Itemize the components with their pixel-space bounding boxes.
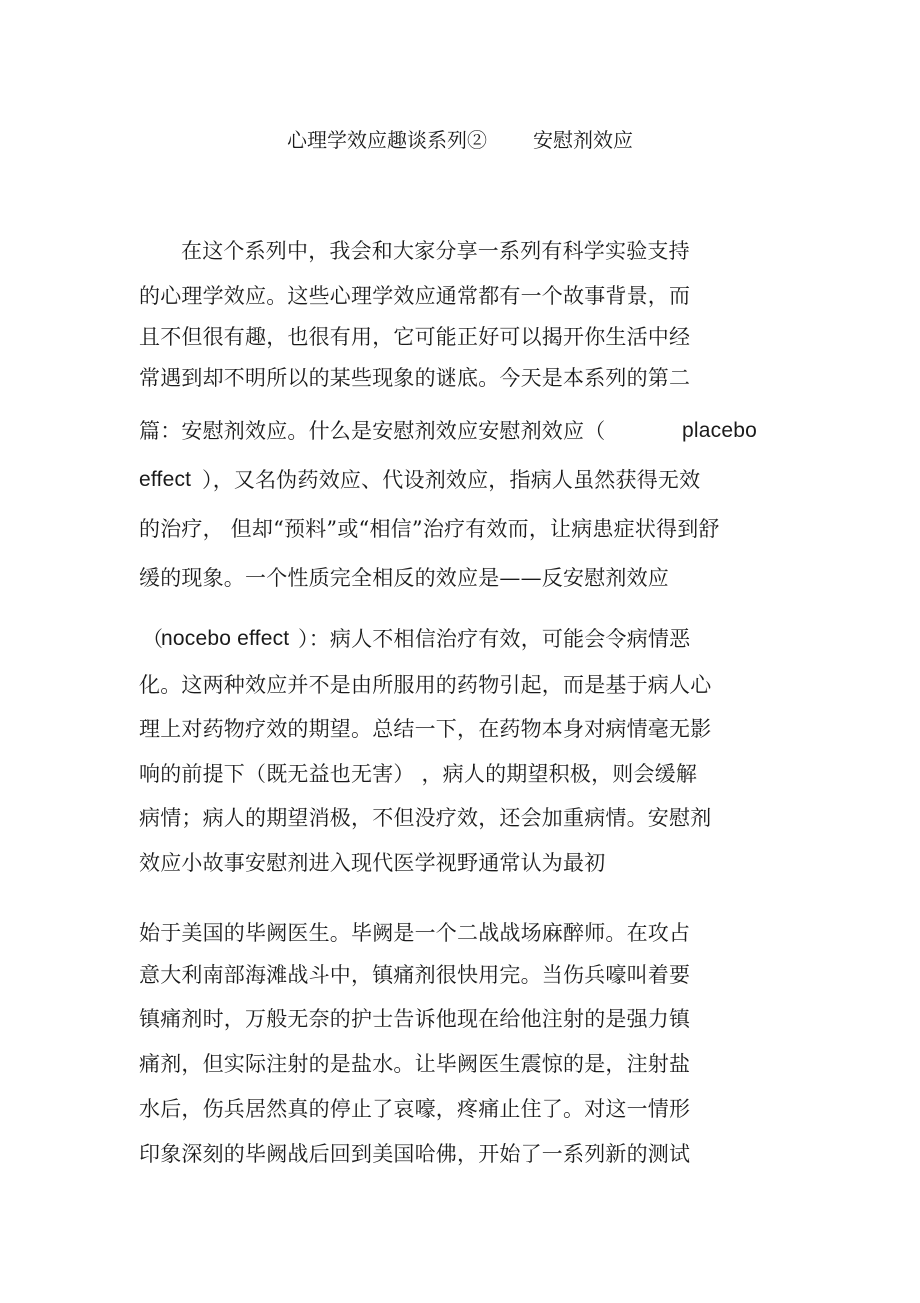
- paragraph-line: 印象深刻的毕阙战后回到美国哈佛，开始了一系列新的测试: [139, 1142, 691, 1166]
- paragraph-line: 且不但很有趣，也很有用，它可能正好可以揭开你生活中经: [139, 325, 691, 349]
- paragraph-line: ）：病人不相信治疗有效，可能会令病情恶: [298, 627, 691, 651]
- paragraph-line: 化。这两种效应并不是由所服用的药物引起，而是基于病人心: [139, 673, 712, 697]
- term-nocebo-effect: nocebo effect: [161, 627, 290, 650]
- term-placebo: placebo: [682, 419, 757, 442]
- paragraph-line: 的治疗， 但却“预料”或“相信”治疗有效而，让病患症状得到舒: [139, 517, 720, 541]
- paragraph-line: 篇：安慰剂效应。什么是安慰剂效应安慰剂效应（: [139, 419, 606, 443]
- paragraph-line: 缓的现象。一个性质完全相反的效应是——反安慰剂效应: [139, 566, 669, 590]
- title-series: 心理学效应趣谈系列②: [287, 128, 487, 152]
- paragraph-line: 在这个系列中，我会和大家分享一系列有科学实验支持: [181, 239, 690, 263]
- title-topic: 安慰剂效应: [533, 128, 633, 152]
- paragraph-line: 病情；病人的期望消极，不但没疗效，还会加重病情。安慰剂: [139, 806, 712, 830]
- term-effect: effect: [139, 468, 192, 491]
- paragraph-line: ），又名伪药效应、代设剂效应，指病人虽然获得无效: [202, 468, 701, 492]
- paragraph-line: 的心理学效应。这些心理学效应通常都有一个故事背景，而: [139, 284, 691, 308]
- paragraph-line: 水后，伤兵居然真的停止了哀嚎，疼痛止住了。对这一情形: [139, 1097, 691, 1121]
- paragraph-line: 常遇到却不明所以的某些现象的谜底。今天是本系列的第二: [139, 366, 691, 390]
- paragraph-line: 响的前提下（既无益也无害） ，病人的期望积极，则会缓解: [139, 762, 698, 786]
- document-title: [0, 124, 920, 156]
- paragraph-line: 意大利南部海滩战斗中，镇痛剂很快用完。当伤兵嚎叫着要: [139, 963, 691, 987]
- paragraph-line: 始于美国的毕阙医生。毕阙是一个二战战场麻醉师。在攻占: [139, 921, 691, 945]
- paragraph-line: 理上对药物疗效的期望。总结一下，在药物本身对病情毫无影: [139, 717, 712, 741]
- paren-open: （: [142, 627, 164, 651]
- paragraph-line: 痛剂，但实际注射的是盐水。让毕阙医生震惊的是，注射盐: [139, 1052, 691, 1076]
- paragraph-line: 镇痛剂时，万般无奈的护士告诉他现在给他注射的是强力镇: [139, 1007, 691, 1031]
- paragraph-line: 效应小故事安慰剂进入现代医学视野通常认为最初: [139, 851, 606, 875]
